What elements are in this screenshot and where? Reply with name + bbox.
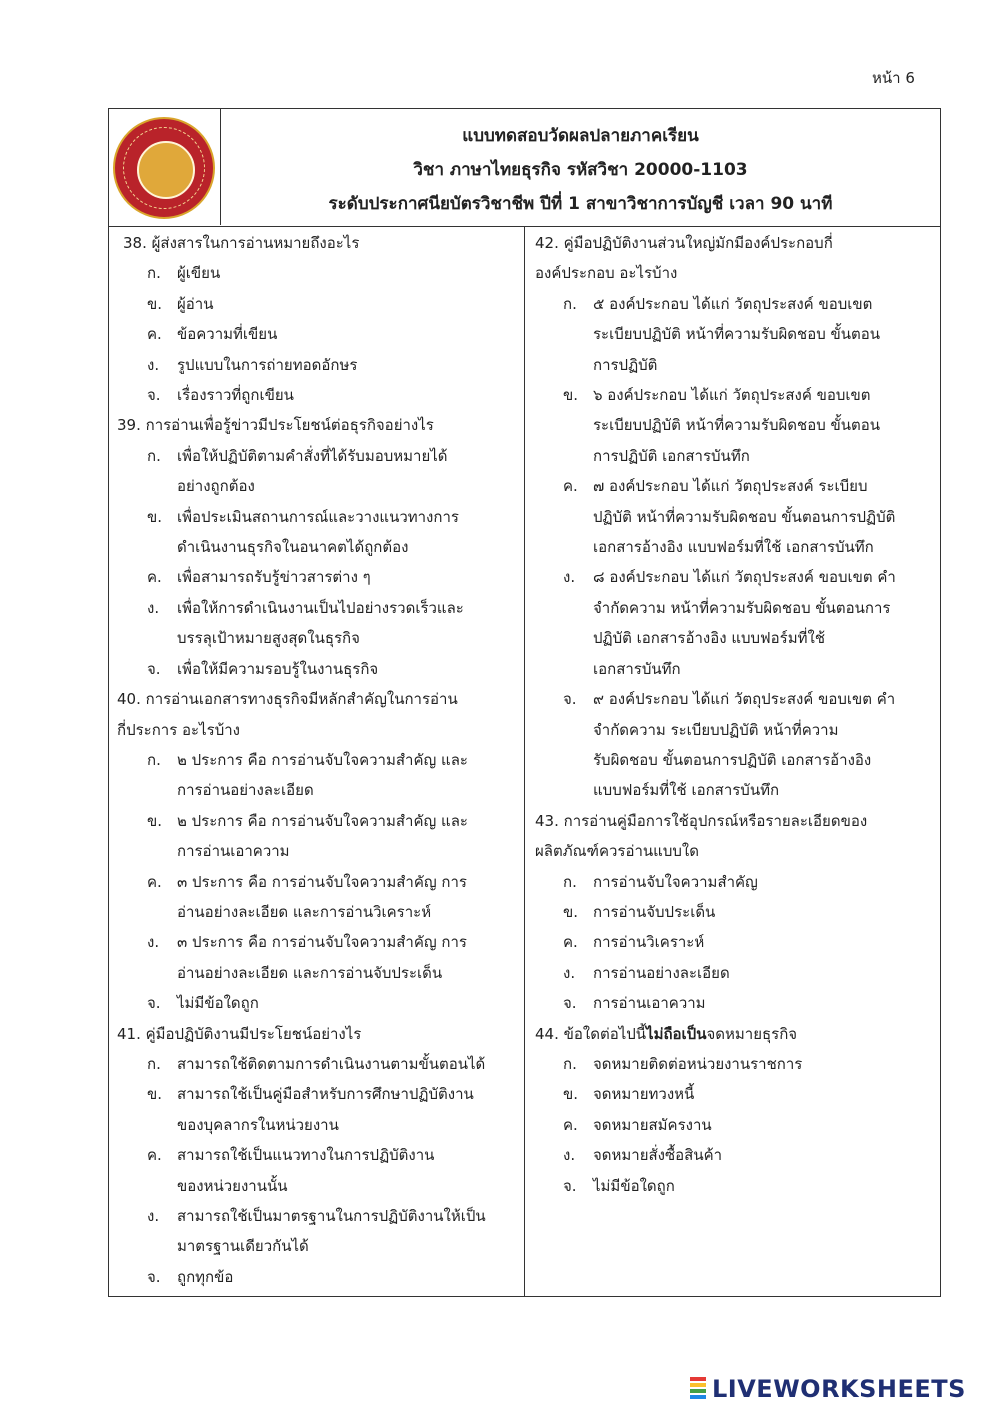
question-text: 40. การอ่านเอกสารทางธุรกิจมีหลักสำคัญในการอ่าน <box>117 690 458 709</box>
option-label: ข. <box>563 902 579 921</box>
option-text: เอกสารบันทึก <box>593 659 681 678</box>
answer-option <box>117 806 524 836</box>
program-line: ระดับประกาศนียบัตรวิชาชีพ ปีที่ 1 สาขาวิชาการบัญชี เวลา 90 นาที <box>328 194 833 214</box>
question-40 <box>117 684 524 1018</box>
option-label: ข. <box>147 294 163 313</box>
option-text: สามารถใช้เป็นแนวทางในการปฏิบัติงาน <box>177 1146 435 1165</box>
option-text: สามารถใช้ติดตามการดำเนินงานตามขั้นตอนได้ <box>177 1054 486 1073</box>
option-text: จดหมายทวงหนี้ <box>593 1085 695 1104</box>
answer-option <box>535 1079 936 1109</box>
answer-option-cont <box>117 897 524 927</box>
option-text: ๒ ประการ คือ การอ่านจับใจความสำคัญ และ <box>177 750 468 769</box>
course-line: วิชา ภาษาไทยธุรกิจ รหัสวิชา 20000-1103 <box>413 160 748 180</box>
option-text: ปฏิบัติ เอกสารอ้างอิง แบบฟอร์มที่ใช้ <box>593 629 826 648</box>
option-text: ๕ องค์ประกอบ ได้แก่ วัตถุประสงค์ ขอบเขต <box>593 294 873 313</box>
option-label: จ. <box>563 994 577 1013</box>
option-label: จ. <box>147 659 161 678</box>
answer-option-cont <box>117 471 524 501</box>
logo-cell <box>109 109 221 225</box>
option-text: ผู้เขียน <box>177 264 221 283</box>
answer-option <box>117 350 524 380</box>
option-text: อ่านอย่างละเอียด และการอ่านวิเคราะห์ <box>177 902 432 921</box>
answer-option <box>535 927 936 957</box>
question-text: 41. คู่มือปฏิบัติงานมีประโยชน์อย่างไร <box>117 1024 362 1043</box>
option-label: ง. <box>147 598 160 617</box>
answer-option <box>117 867 524 897</box>
option-label: ค. <box>147 872 162 891</box>
option-text: จดหมายสั่งซื้อสินค้า <box>593 1146 723 1165</box>
answer-option <box>117 562 524 592</box>
option-label: ข. <box>147 507 163 526</box>
brand-name: LIVEWORKSHEETS <box>712 1375 966 1403</box>
answer-option <box>117 1049 524 1079</box>
college-emblem-icon <box>113 117 215 219</box>
option-text: ถูกทุกข้อ <box>177 1267 234 1286</box>
answer-option <box>117 258 524 288</box>
option-label: ง. <box>147 1207 160 1225</box>
answer-option-cont <box>117 623 524 653</box>
answer-option-cont <box>535 654 936 684</box>
answer-option <box>117 654 524 684</box>
option-text: ไม่มีข้อใดถูก <box>177 994 259 1013</box>
answer-option <box>535 897 936 927</box>
answer-option-cont <box>535 410 936 440</box>
option-label: ค. <box>563 1115 578 1134</box>
answer-option-cont <box>535 502 936 532</box>
option-text: เพื่อให้มีความรอบรู้ในงานธุรกิจ <box>177 659 379 678</box>
question-38 <box>117 228 524 410</box>
question-text: 39. การอ่านเพื่อรู้ข่าวมีประโยชน์ต่อธุรกิจอย่างไร <box>117 416 434 435</box>
liveworksheets-icon <box>690 1377 706 1401</box>
option-text: ๗ องค์ประกอบ ได้แก่ วัตถุประสงค์ ระเบียบ <box>593 477 868 496</box>
answer-option <box>117 1079 524 1109</box>
option-label: จ. <box>147 1267 161 1286</box>
header-text <box>221 109 940 225</box>
option-label: จ. <box>147 994 161 1013</box>
liveworksheets-logo <box>690 1376 966 1402</box>
option-text: การอ่านอย่างละเอียด <box>593 963 730 982</box>
answer-option <box>535 1049 936 1079</box>
option-label: ก. <box>147 750 161 769</box>
question-text-cont: องค์ประกอบ อะไรบ้าง <box>535 264 678 283</box>
option-text: ๖ องค์ประกอบ ได้แก่ วัตถุประสงค์ ขอบเขต <box>593 386 871 405</box>
question-text: 42. คู่มือปฏิบัติงานส่วนใหญ่มักมีองค์ประกอบกี่ <box>535 234 833 252</box>
answer-option <box>535 1140 936 1170</box>
answer-option <box>117 380 524 410</box>
option-text: ๓ ประการ คือ การอ่านจับใจความสำคัญ การ <box>177 872 467 891</box>
option-text: ของบุคลากรในหน่วยงาน <box>177 1115 339 1134</box>
question-text: 43. การอ่านคู่มือการใช้อุปกรณ์หรือรายละเอียดของ <box>535 811 868 830</box>
answer-option-cont <box>535 623 936 653</box>
option-text: ข้อความที่เขียน <box>177 325 278 344</box>
answer-option-cont <box>117 1171 524 1201</box>
option-text: เพื่อให้การดำเนินงานเป็นไปอย่างรวดเร็วและ <box>177 598 464 617</box>
option-text: การอ่านวิเคราะห์ <box>593 933 705 952</box>
option-text: เรื่องราวที่ถูกเขียน <box>177 386 294 405</box>
option-text: ผู้อ่าน <box>177 294 214 313</box>
question-42 <box>535 228 936 806</box>
option-text: ของหน่วยงานนั้น <box>177 1176 288 1195</box>
option-text: รูปแบบในการถ่ายทอดอักษร <box>177 355 358 374</box>
answer-option-cont <box>535 593 936 623</box>
option-label: ก. <box>147 1054 161 1073</box>
answer-option <box>117 593 524 623</box>
answer-option <box>117 1201 524 1231</box>
answer-option <box>535 867 936 897</box>
emblem-center <box>137 141 195 199</box>
option-text: จดหมายติดต่อหน่วยงานราชการ <box>593 1054 803 1073</box>
right-column <box>525 227 940 1296</box>
answer-option-cont <box>535 319 936 349</box>
answer-option <box>117 502 524 532</box>
option-text: การปฏิบัติ เอกสารบันทึก <box>593 446 750 465</box>
option-text: เพื่อสามารถรับรู้ข่าวสารต่าง ๆ <box>177 568 371 587</box>
option-label: จ. <box>563 1176 577 1195</box>
option-text: ๒ ประการ คือ การอ่านจับใจความสำคัญ และ <box>177 811 468 830</box>
answer-option <box>117 319 524 349</box>
option-text: รับผิดชอบ ขั้นตอนการปฏิบัติ เอกสารอ้างอิง <box>593 750 872 769</box>
option-label: ค. <box>147 1146 162 1165</box>
option-label: ก. <box>147 264 161 283</box>
option-label: จ. <box>147 386 161 405</box>
option-label: จ. <box>563 690 577 709</box>
option-label: ก. <box>563 294 577 313</box>
answer-option <box>117 441 524 471</box>
option-text: สามารถใช้เป็นคู่มือสำหรับการศึกษาปฏิบัติงาน <box>177 1085 474 1104</box>
answer-option <box>535 1110 936 1140</box>
option-text: การอ่านอย่างละเอียด <box>177 781 314 800</box>
answer-option-cont <box>535 775 936 805</box>
option-label: ง. <box>147 355 160 374</box>
option-text: ๘ องค์ประกอบ ได้แก่ วัตถุประสงค์ ขอบเขต คำ <box>593 568 896 587</box>
answer-option <box>535 988 936 1018</box>
option-label: ง. <box>563 963 576 982</box>
option-text: เพื่อประเมินสถานการณ์และวางแนวทางการ <box>177 507 459 526</box>
option-label: ง. <box>147 933 160 952</box>
option-text: ดำเนินงานธุรกิจในอนาคตได้ถูกต้อง <box>177 538 409 557</box>
option-label: ค. <box>147 325 162 344</box>
question-text-cont: ผลิตภัณฑ์ควรอ่านแบบใด <box>535 842 699 861</box>
answer-option <box>117 1262 524 1292</box>
question-text-cont: กี่ประการ อะไรบ้าง <box>117 720 240 739</box>
answer-option-cont <box>535 441 936 471</box>
option-label: ก. <box>563 1054 577 1073</box>
answer-option-cont <box>117 532 524 562</box>
option-label: ข. <box>563 1085 579 1104</box>
answer-option <box>535 562 936 592</box>
page-number: หน้า 6 <box>872 69 915 87</box>
option-text: แบบฟอร์มที่ใช้ เอกสารบันทึก <box>593 781 780 800</box>
option-text: จดหมายสมัครงาน <box>593 1115 712 1134</box>
exam-title: แบบทดสอบวัดผลปลายภาคเรียน <box>462 126 699 146</box>
option-text: ระเบียบปฏิบัติ หน้าที่ความรับผิดชอบ ขั้นตอน <box>593 325 881 344</box>
option-text: ๙ องค์ประกอบ ได้แก่ วัตถุประสงค์ ขอบเขต คำ <box>593 690 896 709</box>
answer-option-cont <box>535 532 936 562</box>
answer-option <box>535 380 936 410</box>
question-39 <box>117 410 524 684</box>
option-text: บรรลุเป้าหมายสูงสุดในธุรกิจ <box>177 629 360 648</box>
option-text: อย่างถูกต้อง <box>177 477 255 496</box>
exam-sheet <box>108 108 941 1297</box>
option-label: ก. <box>563 872 577 891</box>
option-text: จำกัดความ ระเบียบปฏิบัติ หน้าที่ความ <box>593 720 839 739</box>
option-text: อ่านอย่างละเอียด และการอ่านจับประเด็น <box>177 963 443 982</box>
option-text: ระเบียบปฏิบัติ หน้าที่ความรับผิดชอบ ขั้นตอน <box>593 416 881 435</box>
option-text: เพื่อให้ปฏิบัติตามคำสั่งที่ได้รับมอบหมายได้ <box>177 446 448 465</box>
option-text: การปฏิบัติ <box>593 355 658 374</box>
option-text: ปฏิบัติ หน้าที่ความรับผิดชอบ ขั้นตอนการปฏิบัติ <box>593 507 896 526</box>
option-text: จำกัดความ หน้าที่ความรับผิดชอบ ขั้นตอนการ <box>593 598 891 617</box>
option-label: ข. <box>563 386 579 405</box>
option-label: ข. <box>147 811 163 830</box>
answer-option <box>117 289 524 319</box>
answer-option-cont <box>117 958 524 988</box>
answer-option-cont <box>535 715 936 745</box>
answer-option-cont <box>117 775 524 805</box>
question-text-emphasis: ไม่ถือเป็น <box>646 1024 707 1043</box>
question-text: 38. ผู้ส่งสารในการอ่านหมายถึงอะไร <box>123 234 360 252</box>
question-43 <box>535 806 936 1019</box>
answer-option <box>117 1140 524 1170</box>
question-text-pre: 44. ข้อใดต่อไปนี้ <box>535 1024 647 1043</box>
option-text: การอ่านเอาความ <box>177 842 290 861</box>
option-text: การอ่านจับใจความสำคัญ <box>593 872 758 891</box>
left-column <box>109 227 525 1296</box>
answer-option <box>535 684 936 714</box>
option-text: เอกสารอ้างอิง แบบฟอร์มที่ใช้ เอกสารบันทึก <box>593 538 874 557</box>
answer-option <box>117 745 524 775</box>
option-text: การอ่านจับประเด็น <box>593 902 716 921</box>
question-44 <box>535 1019 936 1201</box>
option-text: สามารถใช้เป็นมาตรฐานในการปฏิบัติงานให้เป็น <box>177 1207 486 1225</box>
option-text: ไม่มีข้อใดถูก <box>593 1176 675 1195</box>
question-text <box>535 1019 936 1049</box>
option-label: ง. <box>563 1146 576 1165</box>
answer-option <box>535 1171 936 1201</box>
question-41 <box>117 1019 524 1293</box>
answer-option-cont <box>117 1110 524 1140</box>
option-text: การอ่านเอาความ <box>593 994 706 1013</box>
answer-option <box>117 988 524 1018</box>
answer-option-cont <box>535 745 936 775</box>
answer-option <box>535 471 936 501</box>
answer-option <box>535 289 936 319</box>
option-label: ค. <box>563 477 578 496</box>
option-label: ค. <box>147 568 162 587</box>
option-text: ๓ ประการ คือ การอ่านจับใจความสำคัญ การ <box>177 933 467 952</box>
option-label: ก. <box>147 446 161 465</box>
option-label: ง. <box>563 568 576 587</box>
exam-header <box>109 109 940 227</box>
answer-option-cont <box>535 350 936 380</box>
answer-option <box>117 927 524 957</box>
answer-option <box>535 958 936 988</box>
answer-option-cont <box>117 836 524 866</box>
option-label: ข. <box>147 1085 163 1104</box>
question-text-post: จดหมายธุรกิจ <box>706 1024 798 1043</box>
option-label: ค. <box>563 933 578 952</box>
answer-option-cont <box>117 1231 524 1261</box>
option-text: มาตรฐานเดียวกันได้ <box>177 1237 309 1256</box>
